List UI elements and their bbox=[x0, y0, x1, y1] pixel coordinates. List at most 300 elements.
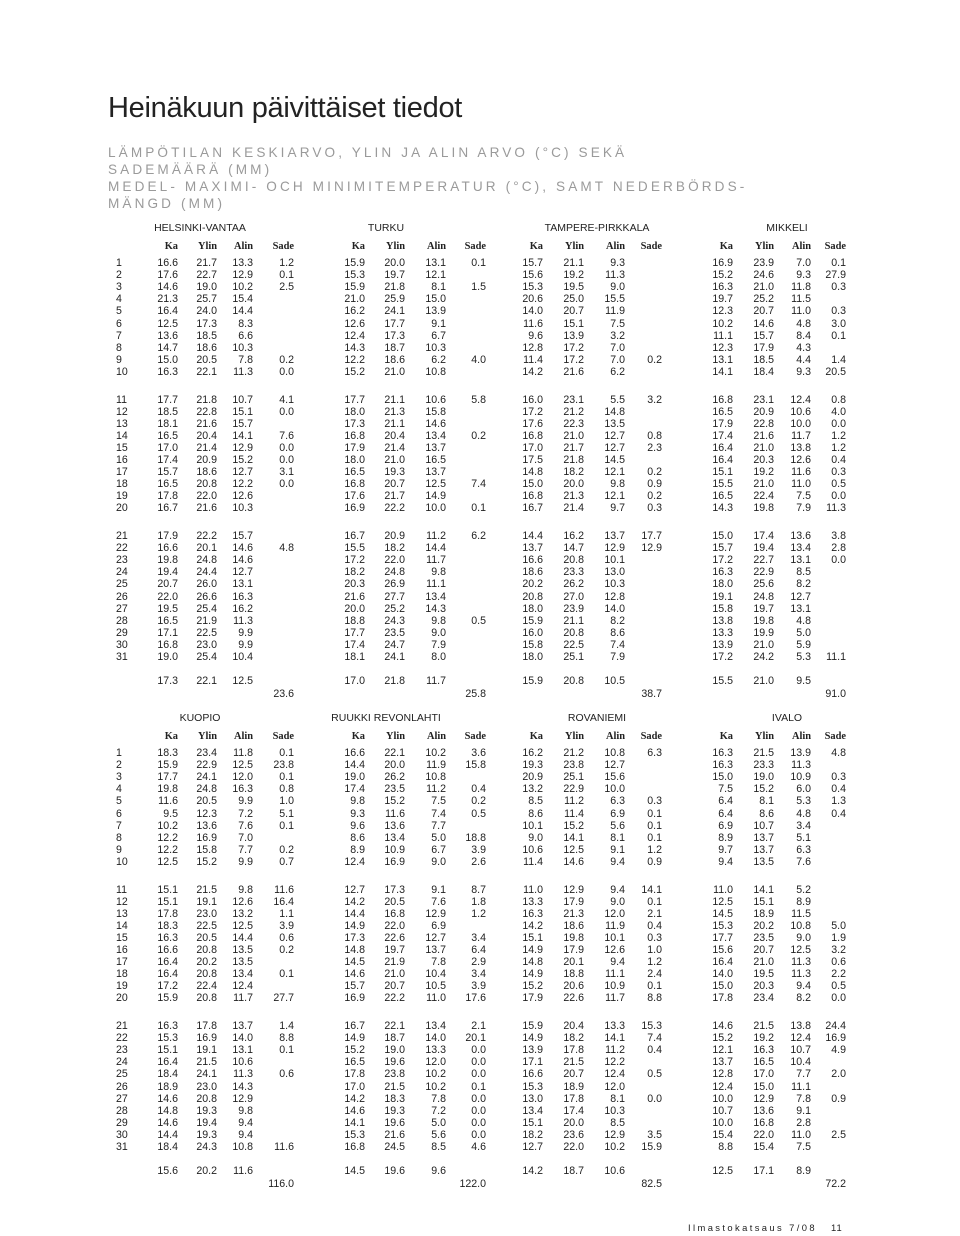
table-cell: 21.1 bbox=[384, 393, 405, 406]
table-cell: 13.3 bbox=[425, 1044, 446, 1057]
table-cell: 15.0 bbox=[157, 353, 178, 366]
table-cell: 19.8 bbox=[753, 502, 774, 515]
table-cell: 21.0 bbox=[384, 365, 405, 378]
table-cell: 16.5 bbox=[425, 454, 446, 466]
table-cell: 22.3 bbox=[563, 417, 584, 430]
table-cell: 4.4 bbox=[796, 353, 811, 366]
table-cell: 13.2 bbox=[232, 907, 253, 920]
table-cell: 19.0 bbox=[384, 1044, 405, 1057]
table-cell: 23.1 bbox=[563, 393, 584, 406]
table-cell: 19.4 bbox=[196, 1116, 217, 1129]
summary-cell: 15.9 bbox=[522, 675, 543, 687]
table-cell: 3.2 bbox=[831, 944, 846, 956]
column-header: Ylin bbox=[564, 241, 584, 252]
table-cell: 21.6 bbox=[344, 590, 365, 603]
table-cell: 19.3 bbox=[196, 1128, 217, 1141]
table-cell: 10.3 bbox=[425, 341, 446, 354]
table-cell: 12.6 bbox=[790, 454, 811, 466]
day-number: 9 bbox=[116, 843, 122, 856]
table-cell: 2.8 bbox=[796, 1116, 811, 1129]
table-cell: 10.5 bbox=[425, 980, 446, 993]
table-cell: 3.2 bbox=[610, 329, 625, 342]
table-cell: 14.4 bbox=[232, 931, 253, 944]
column-header: Ka bbox=[351, 241, 365, 252]
table-cell: 12.6 bbox=[604, 944, 625, 956]
table-cell: 5.2 bbox=[796, 883, 811, 896]
table-cell: 23.5 bbox=[753, 931, 774, 944]
precip-total: 91.0 bbox=[825, 687, 846, 700]
table-cell: 21.9 bbox=[196, 614, 217, 627]
table-cell: 2.0 bbox=[831, 1068, 846, 1081]
table-cell: 11.6 bbox=[385, 807, 405, 820]
table-cell: 0.0 bbox=[471, 1068, 486, 1081]
table-cell: 1.2 bbox=[831, 429, 846, 442]
table-cell: 10.9 bbox=[604, 980, 625, 993]
table-cell: 7.0 bbox=[610, 341, 625, 354]
table-cell: 20.1 bbox=[465, 1032, 486, 1045]
table-cell: 2.8 bbox=[831, 542, 846, 555]
table-cell: 18.3 bbox=[157, 919, 178, 932]
day-number: 16 bbox=[116, 454, 128, 466]
table-cell: 22.9 bbox=[753, 566, 774, 579]
day-number: 26 bbox=[116, 590, 128, 603]
column-header: Alin bbox=[605, 241, 625, 252]
day-number: 21 bbox=[116, 530, 128, 542]
table-cell: 23.8 bbox=[563, 759, 584, 772]
table-cell: 10.4 bbox=[425, 968, 446, 981]
table-cell: 21.1 bbox=[384, 417, 405, 430]
table-cell: 8.9 bbox=[350, 843, 365, 856]
summary-cell: 8.9 bbox=[796, 1165, 811, 1177]
table-cell: 12.1 bbox=[712, 1044, 733, 1057]
table-cell: 11.6 bbox=[158, 795, 178, 808]
table-cell: 14.8 bbox=[522, 956, 543, 969]
table-cell: 3.6 bbox=[471, 747, 486, 759]
table-cell: 22.2 bbox=[384, 502, 405, 515]
table-cell: 20.8 bbox=[196, 968, 217, 981]
table-cell: 18.4 bbox=[157, 1141, 178, 1153]
table-cell: 12.8 bbox=[522, 341, 543, 354]
table-cell: 13.6 bbox=[753, 1104, 774, 1117]
table-cell: 24.8 bbox=[384, 566, 405, 579]
table-cell: 10.7 bbox=[790, 1044, 811, 1057]
table-cell: 12.2 bbox=[232, 478, 253, 491]
table-cell: 6.2 bbox=[431, 353, 446, 366]
day-number: 14 bbox=[116, 919, 128, 932]
station-name: RUUKKI REVONLAHTI bbox=[331, 712, 441, 724]
table-cell: 3.4 bbox=[471, 931, 486, 944]
table-cell: 15.0 bbox=[712, 771, 733, 784]
table-cell: 20.2 bbox=[522, 578, 543, 591]
table-cell: 6.7 bbox=[431, 329, 446, 342]
table-cell: 15.8 bbox=[712, 602, 733, 615]
day-number: 6 bbox=[116, 807, 122, 820]
table-cell: 13.1 bbox=[712, 353, 733, 366]
table-cell: 25.2 bbox=[753, 293, 774, 306]
table-cell: 13.7 bbox=[232, 1020, 253, 1032]
table-cell: 15.1 bbox=[522, 1116, 543, 1129]
table-cell: 12.7 bbox=[522, 1141, 543, 1153]
table-cell: 16.0 bbox=[522, 393, 543, 406]
day-number: 27 bbox=[116, 602, 128, 615]
table-cell: 11.0 bbox=[713, 883, 733, 896]
day-number: 24 bbox=[116, 1056, 128, 1069]
table-cell: 15.3 bbox=[641, 1020, 662, 1032]
table-cell: 20.8 bbox=[196, 992, 217, 1005]
table-cell: 12.1 bbox=[604, 490, 625, 503]
table-cell: 2.1 bbox=[471, 1020, 486, 1032]
table-cell: 15.5 bbox=[604, 293, 625, 306]
table-cell: 23.0 bbox=[196, 907, 217, 920]
table-cell: 6.4 bbox=[718, 795, 733, 808]
table-cell: 10.4 bbox=[790, 1056, 811, 1069]
table-cell: 13.2 bbox=[522, 783, 543, 796]
table-cell: 10.3 bbox=[232, 341, 253, 354]
table-cell: 12.7 bbox=[425, 931, 446, 944]
table-cell: 17.0 bbox=[157, 441, 178, 454]
table-cell: 14.4 bbox=[425, 542, 446, 555]
table-cell: 10.8 bbox=[425, 365, 446, 378]
table-cell: 5.1 bbox=[279, 807, 294, 820]
table-cell: 17.0 bbox=[753, 1068, 774, 1081]
table-cell: 0.1 bbox=[279, 1044, 294, 1057]
table-cell: 16.6 bbox=[157, 542, 178, 555]
table-cell: 0.4 bbox=[647, 919, 662, 932]
table-cell: 20.7 bbox=[563, 1068, 584, 1081]
table-cell: 5.3 bbox=[796, 651, 811, 663]
table-cell: 1.2 bbox=[647, 843, 662, 856]
table-cell: 17.6 bbox=[465, 992, 486, 1005]
table-cell: 9.8 bbox=[610, 478, 625, 491]
table-cell: 18.0 bbox=[712, 578, 733, 591]
table-cell: 0.0 bbox=[831, 554, 846, 567]
table-cell: 25.4 bbox=[196, 651, 217, 663]
table-cell: 5.9 bbox=[796, 638, 811, 651]
table-cell: 20.9 bbox=[522, 771, 543, 784]
table-cell: 2.2 bbox=[831, 968, 846, 981]
table-cell: 22.1 bbox=[384, 747, 405, 759]
table-cell: 17.4 bbox=[563, 1104, 584, 1117]
summary-cell: 11.7 bbox=[426, 675, 446, 687]
table-cell: 13.8 bbox=[790, 441, 811, 454]
table-cell: 21.5 bbox=[753, 1020, 774, 1032]
table-cell: 12.5 bbox=[157, 317, 178, 330]
table-cell: 10.0 bbox=[712, 1092, 733, 1105]
table-cell: 17.5 bbox=[522, 454, 543, 466]
table-cell: 19.8 bbox=[753, 614, 774, 627]
day-number: 22 bbox=[116, 542, 128, 555]
day-number: 22 bbox=[116, 1032, 128, 1045]
table-cell: 0.5 bbox=[471, 614, 486, 627]
table-cell: 8.6 bbox=[350, 831, 365, 844]
column-header: Alin bbox=[426, 731, 446, 742]
table-cell: 16.3 bbox=[157, 931, 178, 944]
table-cell: 14.3 bbox=[232, 1080, 253, 1093]
day-number: 13 bbox=[116, 907, 128, 920]
table-cell: 12.4 bbox=[344, 329, 365, 342]
table-cell: 11.3 bbox=[233, 614, 253, 627]
table-cell: 14.9 bbox=[522, 968, 543, 981]
table-cell: 0.3 bbox=[831, 281, 846, 294]
table-cell: 19.8 bbox=[563, 931, 584, 944]
day-number: 14 bbox=[116, 429, 128, 442]
table-cell: 10.7 bbox=[232, 393, 253, 406]
summary-cell: 12.5 bbox=[232, 675, 253, 687]
table-cell: 17.1 bbox=[157, 626, 178, 639]
table-cell: 17.9 bbox=[157, 530, 178, 542]
table-cell: 22.9 bbox=[563, 783, 584, 796]
table-cell: 1.2 bbox=[647, 956, 662, 969]
table-cell: 14.8 bbox=[604, 405, 625, 418]
column-header: Sade bbox=[640, 241, 662, 252]
table-cell: 15.3 bbox=[712, 919, 733, 932]
table-cell: 0.2 bbox=[471, 795, 486, 808]
table-cell: 22.0 bbox=[384, 919, 405, 932]
table-cell: 9.0 bbox=[431, 855, 446, 868]
summary-cell: 15.6 bbox=[157, 1165, 178, 1177]
table-cell: 13.3 bbox=[604, 1020, 625, 1032]
table-cell: 18.6 bbox=[563, 919, 584, 932]
table-cell: 24.5 bbox=[384, 1141, 405, 1153]
table-cell: 14.1 bbox=[563, 831, 584, 844]
table-cell: 12.9 bbox=[425, 907, 446, 920]
table-cell: 16.4 bbox=[712, 441, 733, 454]
table-cell: 9.6 bbox=[350, 819, 365, 832]
table-cell: 5.1 bbox=[796, 831, 811, 844]
table-cell: 11.8 bbox=[791, 281, 811, 294]
table-cell: 4.8 bbox=[796, 317, 811, 330]
table-cell: 15.1 bbox=[753, 895, 774, 908]
table-cell: 19.2 bbox=[753, 1032, 774, 1045]
column-header: Sade bbox=[640, 731, 662, 742]
table-cell: 11.9 bbox=[605, 919, 625, 932]
column-header: Ylin bbox=[754, 241, 774, 252]
table-cell: 16.3 bbox=[753, 1044, 774, 1057]
table-cell: 7.4 bbox=[647, 1032, 662, 1045]
table-cell: 9.9 bbox=[238, 638, 253, 651]
table-cell: 13.7 bbox=[712, 1056, 733, 1069]
table-cell: 15.2 bbox=[344, 365, 365, 378]
table-cell: 17.9 bbox=[563, 944, 584, 956]
table-cell: 17.4 bbox=[344, 783, 365, 796]
table-cell: 6.0 bbox=[796, 783, 811, 796]
table-cell: 15.2 bbox=[753, 783, 774, 796]
table-cell: 25.1 bbox=[563, 651, 584, 663]
table-cell: 11.3 bbox=[826, 502, 846, 515]
table-cell: 8.5 bbox=[431, 1141, 446, 1153]
table-cell: 9.1 bbox=[431, 883, 446, 896]
table-cell: 3.9 bbox=[471, 843, 486, 856]
table-cell: 0.1 bbox=[279, 747, 294, 759]
table-cell: 0.3 bbox=[647, 931, 662, 944]
table-cell: 14.9 bbox=[425, 490, 446, 503]
table-cell: 19.0 bbox=[157, 651, 178, 663]
table-cell: 8.5 bbox=[796, 566, 811, 579]
table-cell: 9.4 bbox=[238, 1116, 253, 1129]
day-number: 11 bbox=[116, 883, 127, 896]
table-cell: 20.1 bbox=[563, 956, 584, 969]
table-cell: 20.0 bbox=[563, 1116, 584, 1129]
table-cell: 14.7 bbox=[157, 341, 178, 354]
table-cell: 8.1 bbox=[610, 1092, 625, 1105]
table-cell: 27.9 bbox=[825, 269, 846, 282]
table-cell: 7.8 bbox=[238, 353, 253, 366]
table-cell: 15.8 bbox=[522, 638, 543, 651]
table-cell: 5.0 bbox=[796, 626, 811, 639]
table-cell: 9.1 bbox=[610, 843, 625, 856]
table-cell: 11.4 bbox=[523, 855, 543, 868]
table-cell: 18.4 bbox=[753, 365, 774, 378]
table-cell: 5.6 bbox=[610, 819, 625, 832]
table-cell: 14.6 bbox=[157, 281, 178, 294]
table-cell: 12.5 bbox=[232, 759, 253, 772]
table-cell: 12.9 bbox=[232, 441, 253, 454]
table-cell: 18.7 bbox=[384, 341, 405, 354]
table-cell: 16.8 bbox=[522, 490, 543, 503]
table-cell: 14.2 bbox=[522, 919, 543, 932]
table-cell: 14.6 bbox=[232, 554, 253, 567]
table-cell: 12.3 bbox=[712, 305, 733, 318]
table-cell: 7.9 bbox=[610, 651, 625, 663]
table-cell: 21.1 bbox=[563, 614, 584, 627]
table-cell: 10.2 bbox=[425, 747, 446, 759]
table-cell: 17.2 bbox=[522, 405, 543, 418]
table-cell: 4.0 bbox=[471, 353, 486, 366]
table-cell: 8.2 bbox=[796, 578, 811, 591]
table-cell: 13.7 bbox=[425, 441, 446, 454]
table-cell: 13.7 bbox=[753, 831, 774, 844]
table-cell: 20.7 bbox=[753, 305, 774, 318]
table-cell: 17.9 bbox=[522, 992, 543, 1005]
table-cell: 13.4 bbox=[425, 429, 446, 442]
table-cell: 12.5 bbox=[790, 944, 811, 956]
table-cell: 15.9 bbox=[641, 1141, 662, 1153]
table-cell: 7.0 bbox=[610, 353, 625, 366]
table-cell: 7.6 bbox=[796, 855, 811, 868]
table-cell: 13.9 bbox=[563, 329, 584, 342]
column-header: Alin bbox=[426, 241, 446, 252]
table-cell: 0.4 bbox=[647, 1044, 662, 1057]
table-cell: 1.9 bbox=[831, 931, 846, 944]
table-cell: 17.4 bbox=[712, 429, 733, 442]
table-cell: 17.1 bbox=[522, 1056, 543, 1069]
table-cell: 13.6 bbox=[196, 819, 217, 832]
table-cell: 1.5 bbox=[471, 281, 486, 294]
table-cell: 22.8 bbox=[196, 405, 217, 418]
table-cell: 9.6 bbox=[528, 329, 543, 342]
table-cell: 11.8 bbox=[233, 747, 253, 759]
table-cell: 11.1 bbox=[826, 651, 846, 663]
day-number: 5 bbox=[116, 795, 122, 808]
table-cell: 14.6 bbox=[157, 1116, 178, 1129]
table-cell: 25.1 bbox=[563, 771, 584, 784]
table-cell: 21.6 bbox=[753, 429, 774, 442]
table-cell: 18.6 bbox=[196, 341, 217, 354]
table-cell: 4.8 bbox=[279, 542, 294, 555]
table-cell: 3.9 bbox=[279, 919, 294, 932]
column-header: Ka bbox=[529, 731, 543, 742]
table-cell: 19.4 bbox=[753, 542, 774, 555]
table-cell: 12.4 bbox=[790, 1032, 811, 1045]
table-cell: 0.4 bbox=[831, 807, 846, 820]
table-cell: 10.8 bbox=[790, 919, 811, 932]
table-cell: 12.9 bbox=[604, 1128, 625, 1141]
table-cell: 8.4 bbox=[796, 329, 811, 342]
table-cell: 12.0 bbox=[604, 907, 625, 920]
table-cell: 13.9 bbox=[790, 747, 811, 759]
table-cell: 10.6 bbox=[522, 843, 543, 856]
table-cell: 10.8 bbox=[604, 747, 625, 759]
table-cell: 11.6 bbox=[523, 317, 543, 330]
table-cell: 12.5 bbox=[425, 478, 446, 491]
table-cell: 0.3 bbox=[831, 305, 846, 318]
table-cell: 8.9 bbox=[718, 831, 733, 844]
table-cell: 21.2 bbox=[563, 405, 584, 418]
table-cell: 18.6 bbox=[384, 353, 405, 366]
day-number: 4 bbox=[116, 783, 122, 796]
table-cell: 16.3 bbox=[157, 365, 178, 378]
station-name: TAMPERE-PIRKKALA bbox=[544, 222, 650, 234]
table-cell: 9.7 bbox=[718, 843, 733, 856]
table-cell: 20.4 bbox=[563, 1020, 584, 1032]
table-cell: 14.6 bbox=[232, 542, 253, 555]
table-cell: 16.3 bbox=[712, 281, 733, 294]
table-cell: 16.7 bbox=[522, 502, 543, 515]
column-header: Ka bbox=[164, 241, 178, 252]
table-cell: 23.3 bbox=[563, 566, 584, 579]
table-cell: 18.4 bbox=[157, 1068, 178, 1081]
table-cell: 16.6 bbox=[344, 747, 365, 759]
table-cell: 20.5 bbox=[384, 895, 405, 908]
table-cell: 26.0 bbox=[196, 578, 217, 591]
table-cell: 0.2 bbox=[279, 843, 294, 856]
table-cell: 5.0 bbox=[431, 1116, 446, 1129]
table-cell: 17.6 bbox=[344, 490, 365, 503]
table-cell: 2.3 bbox=[647, 441, 662, 454]
table-cell: 9.0 bbox=[528, 831, 543, 844]
table-cell: 22.5 bbox=[196, 626, 217, 639]
table-cell: 24.2 bbox=[753, 651, 774, 663]
table-cell: 14.4 bbox=[522, 530, 543, 542]
table-cell: 7.5 bbox=[610, 317, 625, 330]
table-cell: 15.4 bbox=[232, 293, 253, 306]
table-cell: 16.2 bbox=[232, 602, 253, 615]
table-cell: 17.2 bbox=[712, 554, 733, 567]
table-cell: 17.6 bbox=[157, 269, 178, 282]
table-cell: 2.1 bbox=[647, 907, 662, 920]
day-number: 1 bbox=[116, 747, 122, 759]
table-cell: 12.1 bbox=[425, 269, 446, 282]
table-cell: 21.8 bbox=[196, 393, 217, 406]
table-cell: 17.7 bbox=[384, 317, 405, 330]
table-cell: 21.4 bbox=[384, 441, 405, 454]
table-cell: 12.3 bbox=[196, 807, 217, 820]
table-cell: 23.0 bbox=[196, 638, 217, 651]
table-cell: 16.6 bbox=[522, 554, 543, 567]
table-cell: 21.0 bbox=[344, 293, 365, 306]
table-cell: 11.0 bbox=[791, 305, 811, 318]
table-cell: 10.7 bbox=[712, 1104, 733, 1117]
table-cell: 14.0 bbox=[604, 602, 625, 615]
column-header: Ylin bbox=[197, 731, 217, 742]
table-cell: 0.5 bbox=[471, 807, 486, 820]
column-header: Ylin bbox=[754, 731, 774, 742]
table-cell: 19.0 bbox=[344, 771, 365, 784]
table-cell: 21.3 bbox=[563, 907, 584, 920]
table-cell: 19.3 bbox=[384, 466, 405, 479]
table-cell: 5.0 bbox=[431, 831, 446, 844]
table-cell: 11.3 bbox=[791, 968, 811, 981]
